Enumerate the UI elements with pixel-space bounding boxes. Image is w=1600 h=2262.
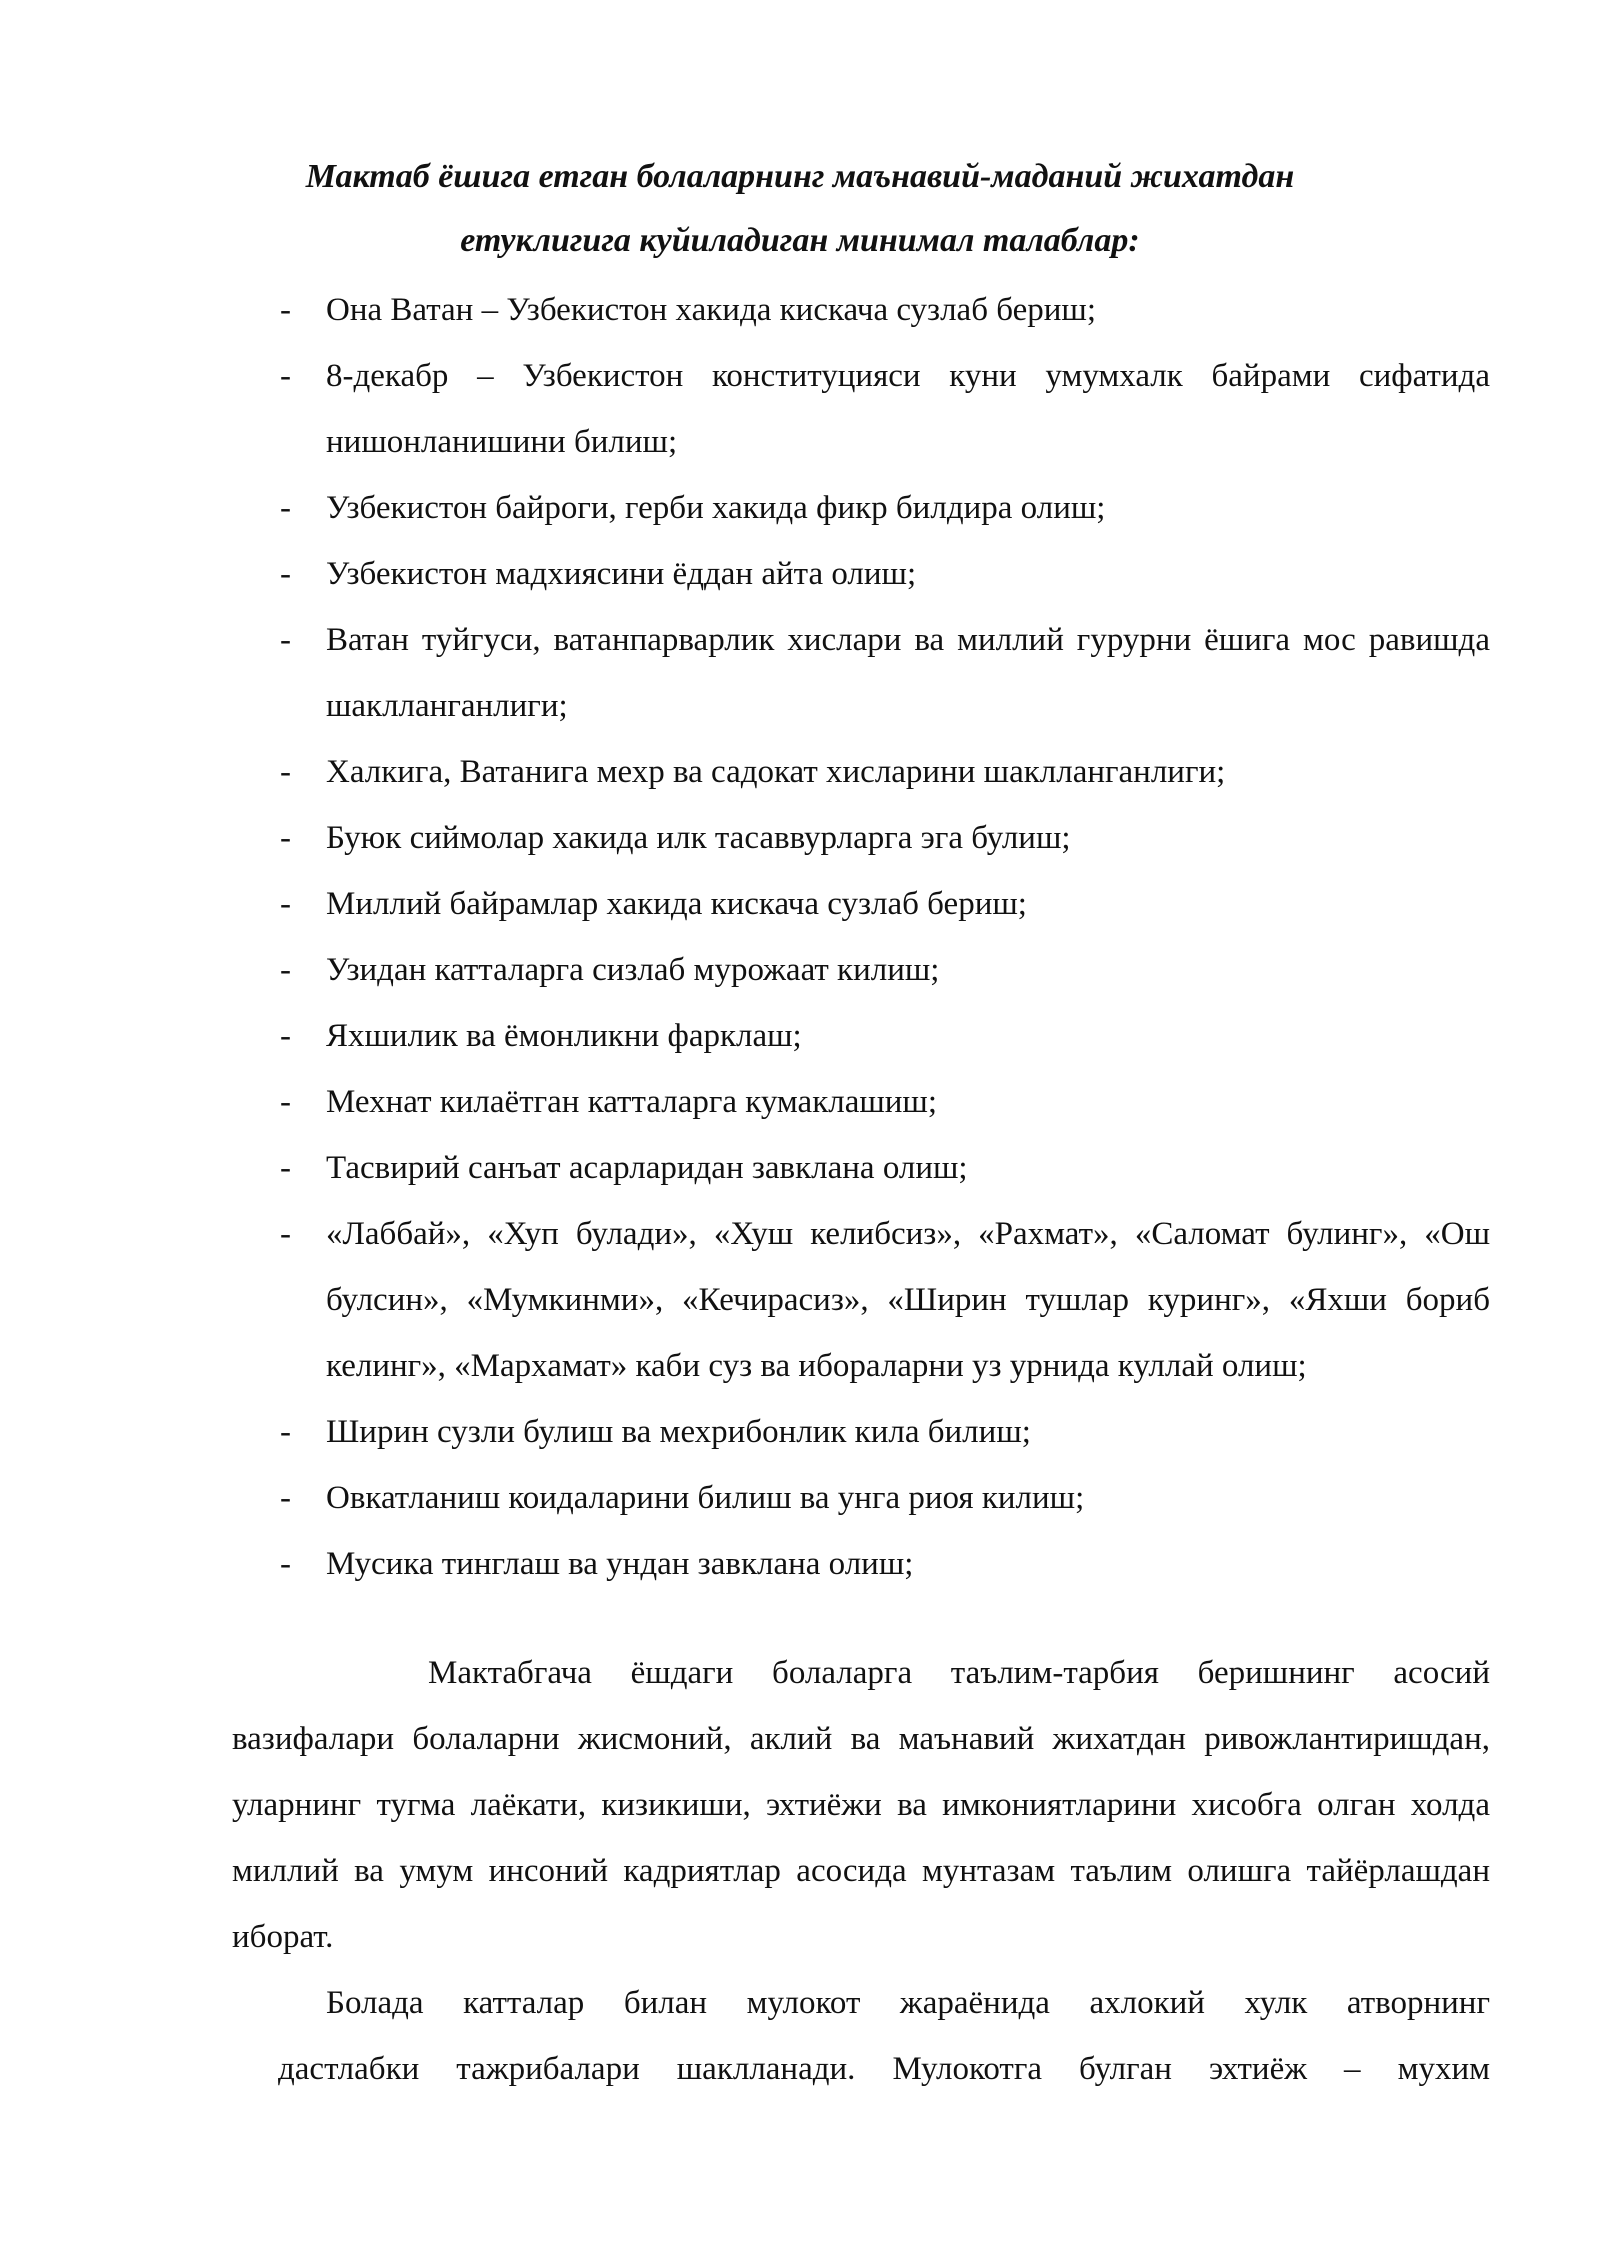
list-item-text: Узидан катталарга сизлаб мурожаат килиш; <box>326 952 940 988</box>
list-item <box>0 277 1600 343</box>
list-bullet: - <box>280 886 291 922</box>
list-bullet: - <box>280 490 291 526</box>
list-item-text: Миллий байрамлар хакида кискача сузлаб бериш; <box>326 886 1027 922</box>
list-item-text: Ватан туйгуси, ватанпарварлик хислари ва миллий гурурни ёшига мос равишда шаклланганлиги; <box>326 622 1490 724</box>
list-bullet: - <box>280 1018 291 1054</box>
title-line-2: етуклигига куйиладиган минимал талаблар: <box>460 222 1140 259</box>
list-bullet: - <box>280 1216 291 1252</box>
list-item <box>0 871 1600 937</box>
list-item <box>0 607 1600 739</box>
document-title <box>232 145 1368 273</box>
list-item <box>0 1069 1600 1135</box>
list-item <box>0 1531 1600 1597</box>
list-bullet: - <box>280 358 291 394</box>
list-item <box>0 1135 1600 1201</box>
list-bullet: - <box>280 1414 291 1450</box>
list-item-text: Она Ватан – Узбекистон хакида кискача сузлаб бериш; <box>326 292 1096 328</box>
list-bullet: - <box>280 1480 291 1516</box>
list-bullet: - <box>280 556 291 592</box>
list-item <box>0 805 1600 871</box>
list-item-text: Буюк сиймолар хакида илк тасаввурларга эга булиш; <box>326 820 1071 856</box>
body-paragraph-2 <box>232 1970 1490 2102</box>
paragraph-2-line-1: Болада катталар билан мулокот жараёнида ахлокий хулк атворнинг <box>326 1985 1490 2021</box>
list-item <box>0 739 1600 805</box>
list-item <box>0 541 1600 607</box>
title-line-1: Мактаб ёшига етган болаларнинг маънавий-маданий жихатдан <box>305 158 1295 195</box>
list-item <box>0 1399 1600 1465</box>
list-item-text: Узбекистон байроги, герби хакида фикр билдира олиш; <box>326 490 1106 526</box>
list-bullet: - <box>280 1546 291 1582</box>
paragraph-2-line-2: дастлабки тажрибалари шаклланади. Мулокотга булган эхтиёж – мухим <box>278 2051 1490 2087</box>
list-item <box>0 1003 1600 1069</box>
list-bullet: - <box>280 1150 291 1186</box>
list-item-text: Мусика тинглаш ва ундан завклана олиш; <box>326 1546 914 1582</box>
list-item <box>0 937 1600 1003</box>
list-bullet: - <box>280 292 291 328</box>
list-item-text: 8-декабр – Узбекистон конституцияси куни умумхалк байрами сифатида нишонланишини билиш; <box>326 358 1490 460</box>
list-item <box>0 343 1600 475</box>
list-item-text: Узбекистон мадхиясини ёддан айта олиш; <box>326 556 917 592</box>
list-bullet: - <box>280 754 291 790</box>
list-item-text: Мехнат килаётган катталарга кумаклашиш; <box>326 1084 937 1120</box>
body-paragraph-1: Мактабгача ёшдаги болаларга таълим-тарбия беришнинг асосий вазифалари болаларни жисмоний, аклий ва маънавий жихатдан ривожлантиришдан, уларнинг тугма лаёкати, кизикиши, эхтиёжи ва имкониятларини хисобга олган холда миллий ва умум инсоний кадриятлар асосида мунтазам таълим олишга тайёрлашдан иборат. <box>232 1655 1490 1955</box>
list-bullet: - <box>280 622 291 658</box>
list-item <box>0 1465 1600 1531</box>
list-item <box>0 1201 1600 1399</box>
list-bullet: - <box>280 1084 291 1120</box>
list-item-text: Яхшилик ва ёмонликни фарклаш; <box>326 1018 802 1054</box>
list-bullet: - <box>280 952 291 988</box>
list-item-text: Ширин сузли булиш ва мехрибонлик кила билиш; <box>326 1414 1031 1450</box>
list-item-text: Овкатланиш коидаларини билиш ва унга риоя килиш; <box>326 1480 1085 1516</box>
requirements-list <box>0 277 1600 1597</box>
list-item-text: Халкига, Ватанига мехр ва садокат хисларини шаклланганлиги; <box>326 754 1226 790</box>
list-item-text: Тасвирий санъат асарларидан завклана олиш; <box>326 1150 968 1186</box>
list-item <box>0 475 1600 541</box>
list-item-text: «Лаббай», «Хуп булади», «Хуш келибсиз», «Рахмат», «Саломат булинг», «Ош булсин», «Мумкинми», «Кечирасиз», «Ширин тушлар куринг», «Яхши бориб келинг», «Мархамат» каби суз ва ибораларни уз урнида куллай олиш; <box>326 1216 1490 1384</box>
list-bullet: - <box>280 820 291 856</box>
